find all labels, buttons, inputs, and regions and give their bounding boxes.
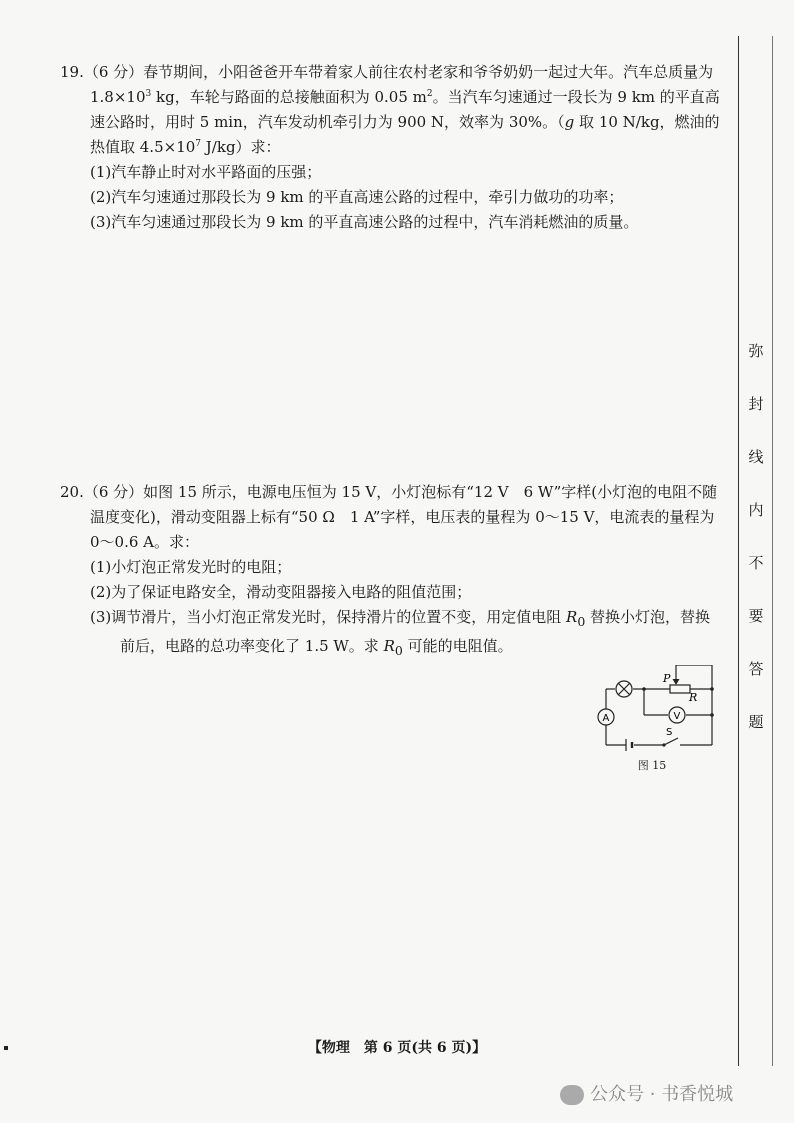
q19-sub3: (3)汽车匀速通过那段长为 9 km 的平直高速公路的过程中，汽车消耗燃油的质量。 [90,213,639,231]
q20-sub1: (1)小灯泡正常发光时的电阻； [90,558,292,576]
binding-line [738,36,739,1066]
label-p: P [663,672,671,685]
seal-char: 内 [748,501,764,519]
label-r: R [689,691,698,704]
seal-char: 线 [748,448,764,466]
rheostat-icon [670,685,690,693]
q20-sub2: (2)为了保证电路安全，滑动变阻器接入电路的阻值范围； [90,583,472,601]
watermark-text: 公众号 · 书香悦城 [590,1084,734,1105]
seal-line-notice [742,340,770,764]
watermark [560,1080,733,1106]
q19-sub2: (2)汽车匀速通过那段长为 9 km 的平直高速公路的过程中，牵引力做功的功率； [90,188,624,206]
switch-icon [664,738,678,745]
label-s: S [666,727,673,738]
seal-char: 答 [748,660,764,678]
node-dot [710,687,714,691]
seal-char: 不 [748,554,764,572]
seal-char: 要 [748,607,764,625]
circuit-diagram [592,665,722,757]
binding-line-outer [772,36,773,1066]
node-dot [710,713,714,717]
q20-sub3: (3)调节滑片，当小灯泡正常发光时，保持滑片的位置不变，用定值电阻 $R_0$ 替换小灯泡，替换前后，电路的总功率变化了 1.5 W。求 $R_0$ 可能的电阻值。 [90,608,711,658]
seal-char: 封 [748,395,764,413]
switch-pivot [662,743,665,746]
label-v: V [673,711,681,722]
question-19 [60,60,720,235]
seal-char: 弥 [748,342,764,360]
wechat-icon [560,1085,584,1105]
margin-mark [4,1046,8,1050]
node-dot [642,687,646,691]
slider-arrow-icon [673,679,680,685]
figure-caption: 图 15 [637,759,667,772]
label-a: A [602,713,610,724]
seal-char: 题 [748,713,764,731]
page-footer: 【物理 第 6 页(共 6 页)】 [307,1040,487,1056]
q20-stem: 20.（6 分）如图 15 所示，电源电压恒为 15 V，小灯泡标有“12 V 6 W”字样(小灯泡的电阻不随温度变化)，滑动变阻器上标有“50 Ω 1 A”字样，电压表的量程为 0～15 V，电流表的量程为 0～0.6 A。求： [60,483,718,551]
q19-sub1: (1)汽车静止时对水平路面的压强； [90,163,322,181]
q19-stem: 19.（6 分）春节期间，小阳爸爸开车带着家人前往农村老家和爷爷奶奶一起过大年。汽车总质量为 $1.8\times 10^3$ kg，车轮与路面的总接触面积为 0.05 $m^2$。当汽车匀速通过一段长为 9 km 的平直高速公路时，用时 5 min，汽车发动机牵引力为 900 N，效率为 30%。（g 取 10 N/kg，燃油的热值取 $4.5\times 10^7$ J/kg）求： [60,63,720,156]
question-20 [60,480,720,663]
